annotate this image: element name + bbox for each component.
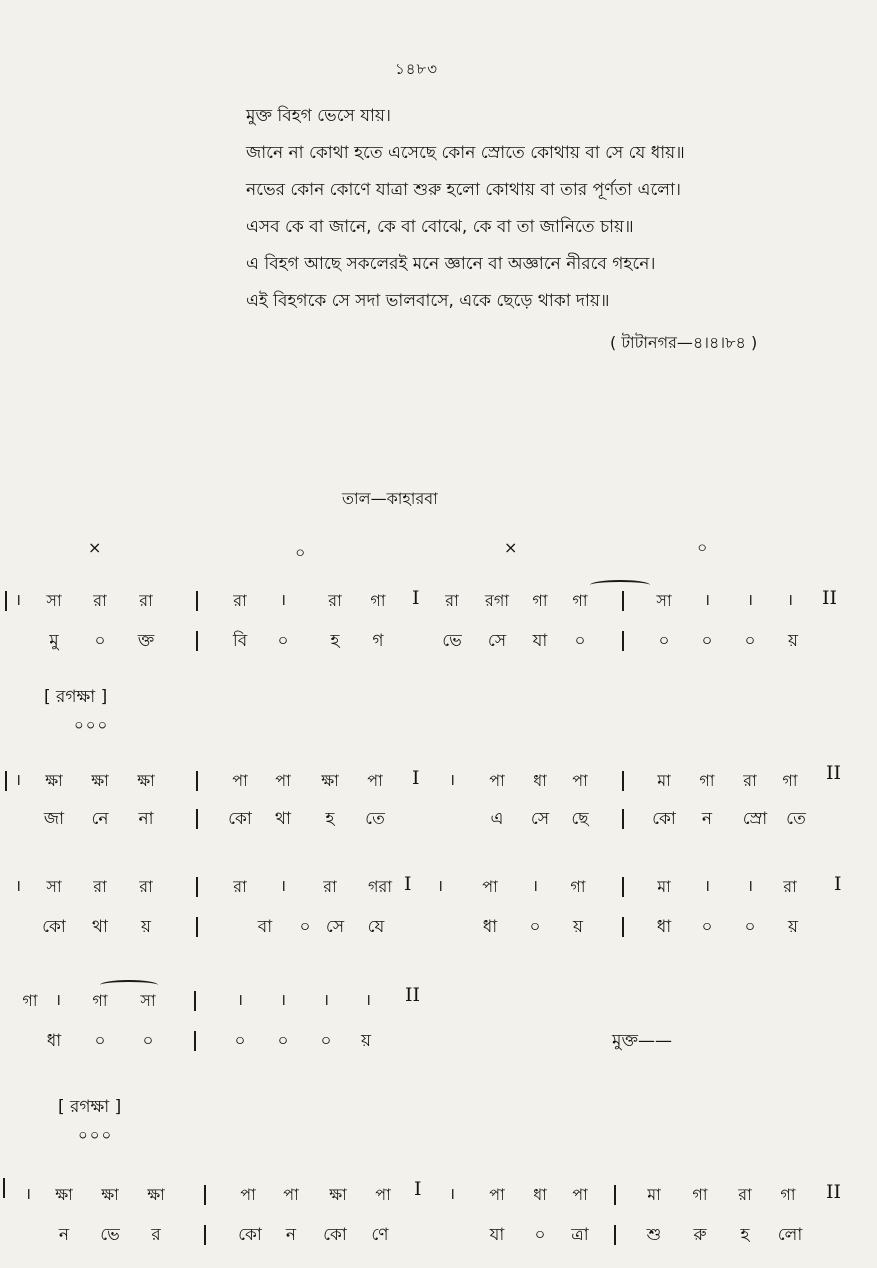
note: পা xyxy=(240,1185,256,1204)
lyric: ভে xyxy=(100,1225,120,1245)
note: গা xyxy=(780,1185,796,1204)
lyric: ন xyxy=(701,809,713,829)
poem-line-6: এই বিহগকে সে সদা ভালবাসে, একে ছেড়ে থাকা দায়॥ xyxy=(246,291,610,311)
lyric-row-1 xyxy=(0,628,877,654)
lyric: র xyxy=(151,1225,161,1245)
lyric: য় xyxy=(360,1031,372,1051)
lyric: থা xyxy=(275,809,291,829)
note: গা xyxy=(692,1185,708,1204)
poem-line-1: মুক্ত বিহগ ভেসে যায়। xyxy=(246,106,392,126)
note: । xyxy=(14,590,22,609)
lyric: ০ xyxy=(744,917,756,937)
lyric: ধা xyxy=(656,917,672,937)
end-mid-bar: I xyxy=(834,873,842,895)
note: পা xyxy=(482,877,498,896)
notation-row-4 xyxy=(0,984,877,1014)
lyric: য় xyxy=(787,631,799,651)
ornament-zeros-1: ০০০ xyxy=(74,716,110,734)
note: মা xyxy=(657,877,671,896)
note: সা xyxy=(140,991,156,1010)
note: । xyxy=(448,1184,456,1203)
lyric: যা xyxy=(532,631,548,651)
note: । xyxy=(364,990,372,1009)
lyric: তে xyxy=(365,809,385,829)
note: । xyxy=(531,876,539,895)
note: রা xyxy=(139,591,153,610)
note: রা xyxy=(328,591,342,610)
lyric: সে xyxy=(530,809,550,829)
lyric: ০ xyxy=(701,917,713,937)
lyric: নে xyxy=(91,809,109,829)
note: । xyxy=(54,990,62,1009)
notation-row-2 xyxy=(0,762,877,794)
lyric: ০ xyxy=(701,631,713,651)
lyric: মু xyxy=(49,631,59,651)
lyric: ০ xyxy=(299,917,311,937)
lyric: ০ xyxy=(234,1031,246,1051)
lyric: ০ xyxy=(529,917,541,937)
lyric: ০ xyxy=(142,1031,154,1051)
note: । xyxy=(448,770,456,789)
note: রা xyxy=(139,877,153,896)
lyric: ণে xyxy=(371,1225,389,1245)
lyric: গ xyxy=(372,631,384,651)
page-number: ১৪৮৩ xyxy=(395,60,438,78)
lyric: ভে xyxy=(442,631,462,651)
lyric: ০ xyxy=(320,1031,332,1051)
note: । xyxy=(279,590,287,609)
lyric: স্রো xyxy=(742,809,768,829)
lyric: ০ xyxy=(658,631,670,651)
poem-credit: ( টাটানগর—৪।৪।৮৪ ) xyxy=(610,333,758,352)
note: রা xyxy=(233,591,247,610)
lyric: ধা xyxy=(482,917,498,937)
note: । xyxy=(703,876,711,895)
note: গা xyxy=(699,771,715,790)
lyric: লো xyxy=(777,1225,803,1245)
refrain-mark: মুক্ত—— xyxy=(612,1031,672,1051)
note: রা xyxy=(323,877,337,896)
note: রা xyxy=(445,591,459,610)
note: ক্ষা xyxy=(91,771,109,790)
lyric-row-3 xyxy=(0,914,877,940)
note: রগা xyxy=(485,591,509,610)
beat-mark-khali-2: ০ xyxy=(697,538,708,557)
end-bar: II xyxy=(405,984,421,1006)
note: । xyxy=(703,590,711,609)
lyric: কো xyxy=(238,1225,262,1245)
mid-bar: I xyxy=(404,873,412,895)
note: রা xyxy=(233,877,247,896)
note: পা xyxy=(572,771,588,790)
end-bar: II xyxy=(822,587,838,609)
lyric: য় xyxy=(140,917,152,937)
lyric: যে xyxy=(367,917,385,937)
poem-line-3: নভের কোন কোণে যাত্রা শুরু হলো কোথায় বা তার পূর্ণতা এলো। xyxy=(246,180,681,200)
note: পা xyxy=(572,1185,588,1204)
beat-mark-sam-2: × xyxy=(504,538,518,557)
lyric: ০ xyxy=(574,631,586,651)
beat-mark-khali: ০ xyxy=(295,543,306,562)
note: ক্ষা xyxy=(45,771,63,790)
note: ক্ষা xyxy=(329,1185,347,1204)
notation-row-5 xyxy=(0,1178,877,1208)
note: । xyxy=(14,876,22,895)
note: পা xyxy=(275,771,291,790)
note: । xyxy=(322,990,330,1009)
beat-mark-sam: × xyxy=(88,538,102,557)
lyric: ছে xyxy=(571,809,589,829)
lyric: যা xyxy=(489,1225,505,1245)
lyric: ০ xyxy=(534,1225,546,1245)
note: গা xyxy=(92,991,108,1010)
lyric: হ xyxy=(740,1225,750,1245)
note: ধা xyxy=(533,771,547,790)
tala-heading: তাল—কাহারবা xyxy=(342,489,438,508)
lyric: কো xyxy=(323,1225,347,1245)
note: সা xyxy=(656,591,672,610)
note: । xyxy=(279,876,287,895)
note: পা xyxy=(489,771,505,790)
lyric: ত্রা xyxy=(571,1225,589,1245)
mid-bar: I xyxy=(412,767,420,789)
note: রা xyxy=(738,1185,752,1204)
note: । xyxy=(786,590,794,609)
note: ক্ষা xyxy=(101,1185,119,1204)
note: সা xyxy=(46,591,62,610)
lyric-row-2 xyxy=(0,806,877,832)
lyric: বি xyxy=(232,631,248,651)
note: ধা xyxy=(533,1185,547,1204)
lyric: ০ xyxy=(277,1031,289,1051)
lyric: সে xyxy=(487,631,507,651)
note: । xyxy=(14,770,22,789)
lyric: তে xyxy=(786,809,806,829)
end-bar: II xyxy=(826,762,842,784)
lyric: এ xyxy=(490,809,504,829)
note: পা xyxy=(283,1185,299,1204)
note: রা xyxy=(93,591,107,610)
lyric: ধা xyxy=(46,1031,62,1051)
ornament-label-1: [ রগক্ষা ] xyxy=(44,687,108,707)
lyric: না xyxy=(138,809,154,829)
note: ক্ষা xyxy=(137,771,155,790)
note: ক্ষা xyxy=(321,771,339,790)
lyric: সে xyxy=(325,917,345,937)
note: পা xyxy=(232,771,248,790)
lyric-row-4 xyxy=(0,1028,877,1054)
note: ক্ষা xyxy=(147,1185,165,1204)
lyric: কো xyxy=(228,809,252,829)
note: । xyxy=(746,590,754,609)
note: মা xyxy=(647,1185,661,1204)
note: পা xyxy=(375,1185,391,1204)
lyric: জা xyxy=(43,809,65,829)
note: গা xyxy=(532,591,548,610)
note: রা xyxy=(93,877,107,896)
lyric: কো xyxy=(42,917,66,937)
lyric: হ xyxy=(325,809,335,829)
notation-row-3 xyxy=(0,874,877,900)
lyric: শু xyxy=(646,1225,662,1245)
lyric: ০ xyxy=(744,631,756,651)
note: গরা xyxy=(368,877,392,896)
note: । xyxy=(279,990,287,1009)
mid-bar: I xyxy=(412,587,420,609)
lyric: হ xyxy=(330,631,340,651)
note: । xyxy=(236,990,244,1009)
note: গা xyxy=(22,991,38,1010)
lyric: ০ xyxy=(94,1031,106,1051)
poem-line-4: এসব কে বা জানে, কে বা বোঝে, কে বা তা জানিতে চায়॥ xyxy=(246,217,634,237)
lyric: ০ xyxy=(277,631,289,651)
note: । xyxy=(436,876,444,895)
note: ক্ষা xyxy=(55,1185,73,1204)
note: । xyxy=(746,876,754,895)
notation-row-1 xyxy=(0,588,877,614)
note: গা xyxy=(572,591,588,610)
lyric: ০ xyxy=(94,631,106,651)
ornament-zeros-2: ০০০ xyxy=(78,1126,114,1144)
note: গা xyxy=(782,771,798,790)
lyric: ক্ত xyxy=(137,631,155,651)
poem-line-2: জানে না কোথা হতে এসেছে কোন স্রোতে কোথায় বা সে যে ধায়॥ xyxy=(246,143,685,163)
lyric: ন xyxy=(285,1225,297,1245)
lyric: বা xyxy=(257,917,273,937)
ornament-label-2: [ রগক্ষা ] xyxy=(58,1097,122,1117)
lyric: থা xyxy=(92,917,108,937)
lyric: য় xyxy=(572,917,584,937)
lyric: কো xyxy=(652,809,676,829)
note: । xyxy=(24,1184,32,1203)
note: পা xyxy=(489,1185,505,1204)
note: পা xyxy=(367,771,383,790)
lyric: রু xyxy=(693,1225,707,1245)
note: সা xyxy=(46,877,62,896)
note: গা xyxy=(370,591,386,610)
note: রা xyxy=(743,771,757,790)
note: মা xyxy=(657,771,671,790)
mid-bar: I xyxy=(414,1178,422,1200)
lyric: ন xyxy=(58,1225,70,1245)
note: রা xyxy=(783,877,797,896)
lyric: য় xyxy=(787,917,799,937)
lyric-row-5 xyxy=(0,1222,877,1248)
note: গা xyxy=(570,877,586,896)
poem-line-5: এ বিহগ আছে সকলেরই মনে জ্ঞানে বা অজ্ঞানে নীরবে গহনে। xyxy=(246,254,656,274)
end-bar: II xyxy=(826,1181,842,1203)
